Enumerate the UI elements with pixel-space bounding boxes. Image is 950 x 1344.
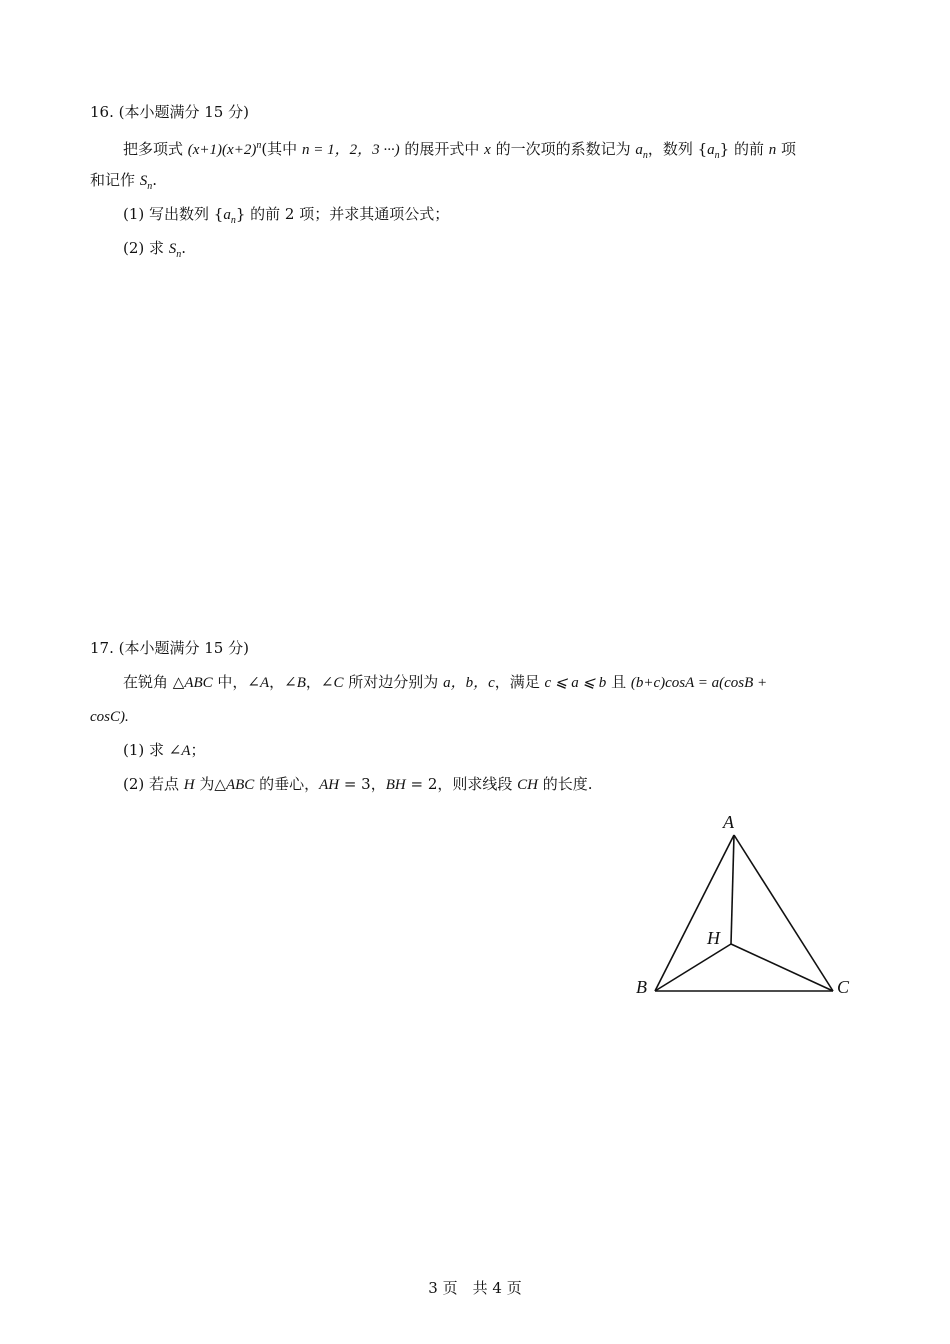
q17-equation-cont: cosC). (90, 709, 129, 725)
q17-part2 (123, 774, 593, 795)
label-h: H (707, 928, 720, 948)
q17-part1-text: ； (190, 741, 206, 759)
label-c: C (837, 977, 850, 997)
q16-part2-text: (2) 求 (123, 239, 169, 257)
q16-exponent: n (256, 140, 262, 151)
q16-polynomial: (x+1)(x+2) (187, 142, 257, 158)
q17-stem-text: ，满足 (494, 673, 545, 691)
q17-part2-text: 为△ (194, 775, 226, 793)
q16-part2 (123, 238, 186, 265)
label-a: A (723, 812, 734, 832)
q17-stem-text: 且 (606, 673, 631, 691)
q17-stem-line1 (123, 672, 767, 693)
q16-S-sub: n (147, 181, 153, 192)
segment-ah (731, 835, 734, 944)
q17-part1-text: (1) 求 ∠ (123, 741, 182, 759)
q16-stem-line1 (123, 136, 796, 166)
q16-S: S (168, 241, 177, 257)
q17-header-text: 17. (本小题满分 15 分) (90, 639, 249, 657)
q16-a: a (707, 142, 715, 158)
q17-stem-text: 中，∠ (212, 673, 260, 691)
q17-part1 (123, 740, 206, 761)
q16-stem-text: 的展开式中 (399, 140, 485, 158)
q17-part2-text: (2) 若点 (123, 775, 184, 793)
q16-part2-text: . (181, 239, 187, 257)
q17-segment-bh: BH (385, 777, 406, 793)
q16-part1-text: (1) 写出数列 { (123, 205, 224, 223)
q16-S: S (139, 173, 148, 189)
triangle-figure (620, 805, 870, 1005)
q17-triangle-abc: ABC (184, 675, 213, 691)
q17-stem-text: 在锐角 △ (123, 673, 185, 691)
q17-header (90, 638, 249, 658)
q16-header-text: 16. (本小题满分 15 分) (90, 103, 249, 121)
label-b: B (636, 977, 647, 997)
page-footer (0, 1278, 950, 1298)
q17-stem-text: 所对边分别为 (343, 673, 444, 691)
q17-angle-b: B (296, 675, 306, 691)
q17-inequality: c ⩽ a ⩽ b (544, 675, 607, 691)
q16-stem-text: (其中 (261, 140, 302, 158)
q16-a: a (223, 207, 231, 223)
q17-sides: a，b，c (443, 675, 495, 691)
q17-stem-text: ，∠ (269, 673, 297, 691)
q17-part2-text: 的长度. (538, 775, 593, 793)
q17-angle-c: C (333, 675, 344, 691)
page-number: 3 页 共 4 页 (428, 1279, 522, 1297)
q16-header (90, 102, 249, 122)
side-ab (655, 835, 734, 991)
q17-angle-a: A (181, 743, 191, 759)
q16-a-sub: n (642, 150, 648, 161)
q16-stem-text: ，数列 { (647, 140, 708, 158)
q17-point-h: H (183, 777, 195, 793)
q16-stem-text: 项 (776, 140, 797, 158)
q16-part1-text: } 的前 2 项；并求其通项公式； (235, 205, 450, 223)
q17-stem-line2 (90, 706, 129, 727)
q16-stem-text: 把多项式 (123, 140, 188, 158)
q17-equation: (b+c)cosA = a(cosB + (630, 675, 768, 691)
q16-n-values: n = 1，2，3 ···) (301, 142, 400, 158)
q16-stem-line2 (90, 170, 157, 197)
q17-angle-a: A (260, 675, 270, 691)
q17-triangle-abc: ABC (225, 777, 255, 793)
q16-S-sub: n (176, 249, 182, 260)
q16-part1 (123, 204, 449, 231)
q16-stem-text: 的一次项的系数记为 (490, 140, 636, 158)
q16-a: a (635, 142, 643, 158)
q17-part2-text: = 2，则求线段 (405, 775, 518, 793)
q16-stem-text: } 的前 (719, 140, 769, 158)
q16-n: n (768, 142, 777, 158)
q16-a-sub: n (714, 150, 720, 161)
q17-stem-text: ，∠ (305, 673, 334, 691)
q17-part2-text: 的垂心， (254, 775, 320, 793)
q16-stem-text: 和记作 (90, 171, 140, 189)
q17-segment-ah: AH (319, 777, 340, 793)
q16-stem-text: . (152, 171, 158, 189)
q17-segment-ch: CH (517, 777, 538, 793)
q16-variable-x: x (484, 142, 491, 158)
q16-a-sub: n (230, 215, 236, 226)
q17-part2-text: = 3， (339, 775, 386, 793)
